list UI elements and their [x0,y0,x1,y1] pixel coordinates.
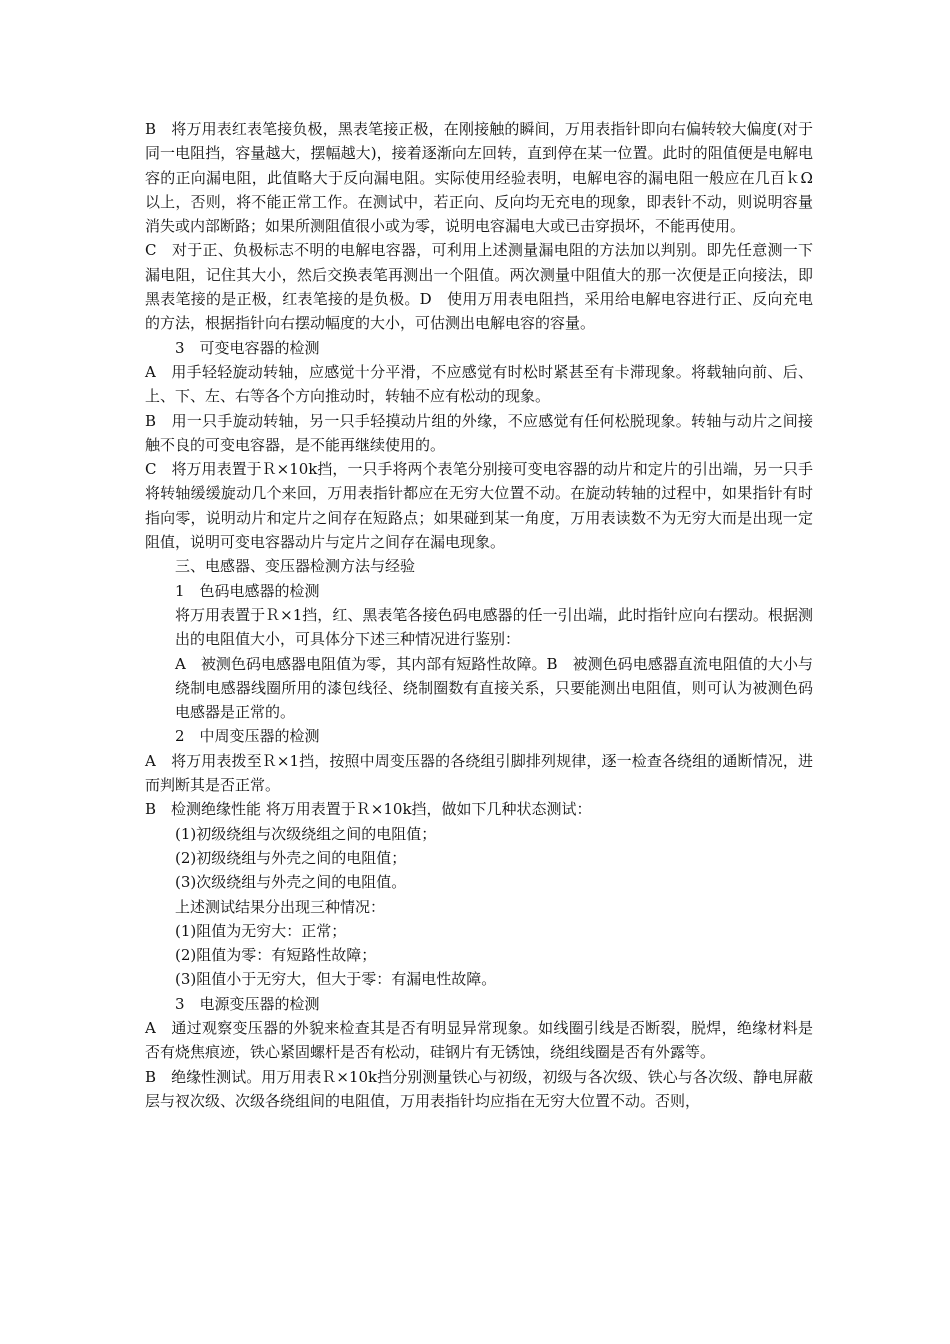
list-item-result-1: (1)阻值为无穷大：正常； [175,921,347,940]
paragraph-b-variable-capacitor: B 用一只手旋动转轴，另一只手轻摸动片组的外缘，不应感觉有任何松脱现象。转轴与动片之间接触不良的可变电容器，是不能再继续使用的。 [145,411,813,454]
chapter-heading-inductor-transformer: 三、电感器、变压器检测方法与经验 [175,557,416,576]
section-heading-color-code-inductor: 1 色码电感器的检测 [175,581,320,600]
section-heading-variable-capacitor: 3 可变电容器的检测 [175,338,320,357]
paragraph-a-variable-capacitor: A 用手轻轻旋动转轴，应感觉十分平滑，不应感觉有时松时紧甚至有卡滞现象。将载轴向前、后、上、下、左、右等各个方向推动时，转轴不应有松动的现象。 [145,362,813,406]
list-item-result-2: (2)阻值为零：有短路性故障； [175,946,377,965]
document-body [145,117,813,1113]
paragraph-b-power-insulation: B 绝缘性测试。用万用表Ｒ×10k挡分别测量铁心与初级，初级与各次级、铁心与各次级、静电屏蔽层与衩次级、次级各绕组间的电阻值，万用表指针均应指在无穷大位置不动。否则， [145,1067,813,1110]
list-item-result-3: (3)阻值小于无穷大，但大于零：有漏电性故障。 [175,970,497,989]
paragraph-a-if-transformer: A 将万用表拨至Ｒ×1挡，按照中周变压器的各绕组引脚排列规律，逐一检查各绕组的通断情况，进而判断其是否正常。 [145,751,813,795]
paragraph-color-code-intro: 将万用表置于Ｒ×1挡，红、黑表笔各接色码电感器的任一引出端，此时指针应向右摆动。根据测出的电阻值大小，可具体分下述三种情况进行鉴别： [175,605,813,649]
paragraph-c-variable-capacitor: C 将万用表置于Ｒ×10k挡，一只手将两个表笔分别接可变电容器的动片和定片的引出端，另一只手将转轴缓缓旋动几个来回，万用表指针都应在无穷大位置不动。在旋动转轴的过程中，如果指针有时指向零，说明动片和定片之间存在短路点；如果碰到某一角度，万用表读数不为无穷大而是出现一定阻值，说明可变电容器动片与定片之间存在漏电现象。 [145,460,813,552]
paragraph-c-polarity-check: C 对于正、负极标志不明的电解电容器，可利用上述测量漏电阻的方法加以判别。即先任意测一下漏电阻，记住其大小，然后交换表笔再测出一个阻值。两次测量中阻值大的那一次便是正向接法，即黑表笔接的是正极，红表笔接的是负极。D 使用万用表电阻挡，采用给电解电容进行正、反向充电的方法，根据指针向右摆动幅度的大小，可估测出电解电容的容量。 [145,241,813,333]
section-heading-power-transformer: 3 电源变压器的检测 [175,994,320,1013]
section-heading-if-transformer: 2 中周变压器的检测 [175,727,320,746]
list-item-test-1: (1)初级绕组与次级绕组之间的电阻值； [175,824,437,843]
paragraph-a-power-transformer: A 通过观察变压器的外貌来检查其是否有明显异常现象。如线圈引线是否断裂，脱焊，绝缘材料是否有烧焦痕迹，铁心紧固螺杆是否有松动，硅钢片有无锈蚀，绕组线圈是否有外露等。 [145,1018,813,1062]
paragraph-b-electrolytic-leakage: B 将万用表红表笔接负极，黑表笔接正极，在刚接触的瞬间，万用表指针即向右偏转较大偏度(对于同一电阻挡，容量越大，摆幅越大)，接着逐渐向左回转，直到停在某一位置。此时的阻值便是电解电容的正向漏电阻，此值略大于反向漏电阻。实际使用经验表明，电解电容的漏电阻一般应在几百ｋΩ以上，否则，将不能正常工作。在测试中，若正向、反向均无充电的现象，即表针不动，则说明容量消失或内部断路；如果所测阻值很小或为零，说明电容漏电大或已击穿损坏，不能再使用。 [145,120,813,236]
paragraph-results-intro: 上述测试结果分出现三种情况： [175,897,386,916]
paragraph-color-code-cases: A 被测色码电感器电阻值为零，其内部有短路性故障。B 被测色码电感器直流电阻值的大小与绕制电感器线圈所用的漆包线径、绕制圈数有直接关系，只要能测出电阻值，则可认为被测色码电感器是正常的。 [175,654,813,722]
paragraph-b-insulation: B 检测绝缘性能 将万用表置于Ｒ×10k挡，做如下几种状态测试： [145,800,592,819]
list-item-test-2: (2)初级绕组与外壳之间的电阻值； [175,848,407,867]
list-item-test-3: (3)次级绕组与外壳之间的电阻值。 [175,873,407,892]
